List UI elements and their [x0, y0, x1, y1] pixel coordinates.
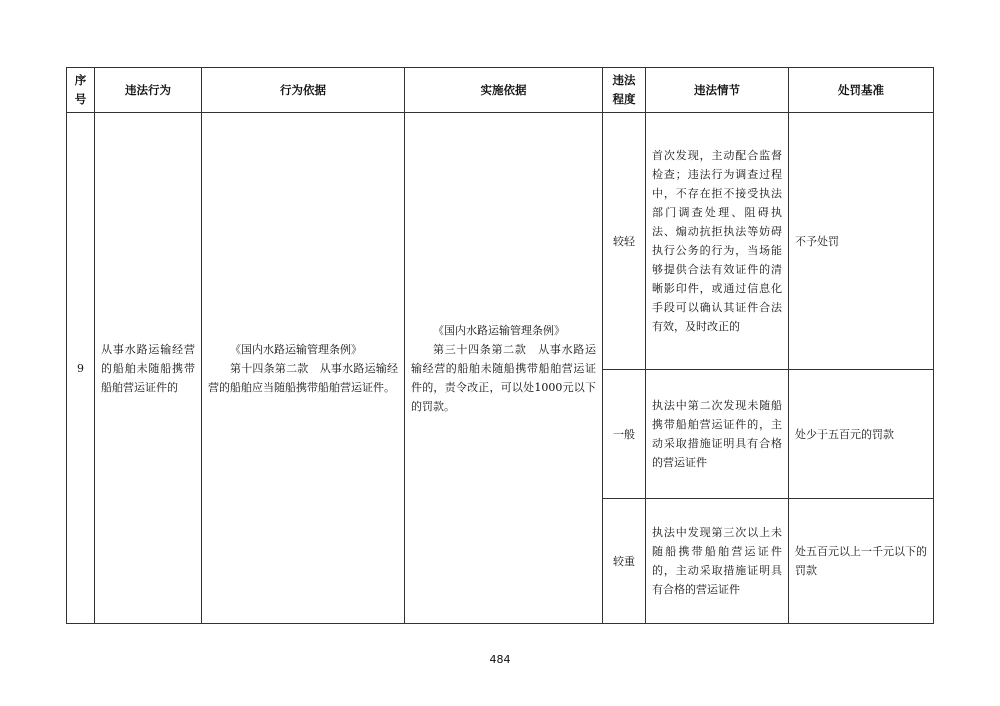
- cell-act: 从事水路运输经营的船舶未随船携带船舶营运证件的: [95, 113, 202, 624]
- impl-title: 《国内水路运输管理条例》: [433, 323, 565, 337]
- impl-text: 第三十四条第二款 从事水路运输经营的船舶未随船携带船舶营运证件的，责令改正，可以处1000元以下的罚款。: [411, 342, 596, 413]
- table-row: [67, 113, 934, 370]
- circumstance-serious: 执法中发现第三次以上未随船携带船舶营运证件的，主动采取措施证明具有合格的营运证件: [646, 499, 789, 624]
- basis-title: 《国内水路运输管理条例》: [230, 342, 362, 356]
- header-impl: 实施依据: [405, 68, 603, 113]
- circumstance-light: 首次发现，主动配合监督检查；违法行为调查过程中，不存在拒不接受执法部门调查处理、阻碍执法、煽动抗拒执法等妨碍执行公务的行为，当场能够提供合法有效证件的清晰影印件，或通过信息化手段可以确认其证件合法有效，及时改正的: [646, 113, 789, 370]
- circumstance-general: 执法中第二次发现未随船携带船舶营运证件的，主动采取措施证明具有合格的营运证件: [646, 370, 789, 499]
- penalty-table: [66, 67, 934, 624]
- header-row: [67, 68, 934, 113]
- header-penalty: 处罚基准: [789, 68, 934, 113]
- level-serious: 较重: [603, 499, 646, 624]
- header-circumstance: 违法情节: [646, 68, 789, 113]
- header-seq: 序号: [67, 68, 95, 113]
- header-act: 违法行为: [95, 68, 202, 113]
- penalty-general: 处少于五百元的罚款: [789, 370, 934, 499]
- header-level: 违法程度: [603, 68, 646, 113]
- penalty-light: 不予处罚: [789, 113, 934, 370]
- cell-basis: [202, 113, 405, 624]
- level-light: 较轻: [603, 113, 646, 370]
- header-basis: 行为依据: [202, 68, 405, 113]
- page-number: 484: [489, 653, 511, 666]
- penalty-serious: 处五百元以上一千元以下的罚款: [789, 499, 934, 624]
- level-general: 一般: [603, 370, 646, 499]
- cell-impl: [405, 113, 603, 624]
- cell-seq: 9: [67, 113, 95, 624]
- basis-text: 第十四条第二款 从事水路运输经营的船舶应当随船携带船舶营运证件。: [208, 361, 398, 394]
